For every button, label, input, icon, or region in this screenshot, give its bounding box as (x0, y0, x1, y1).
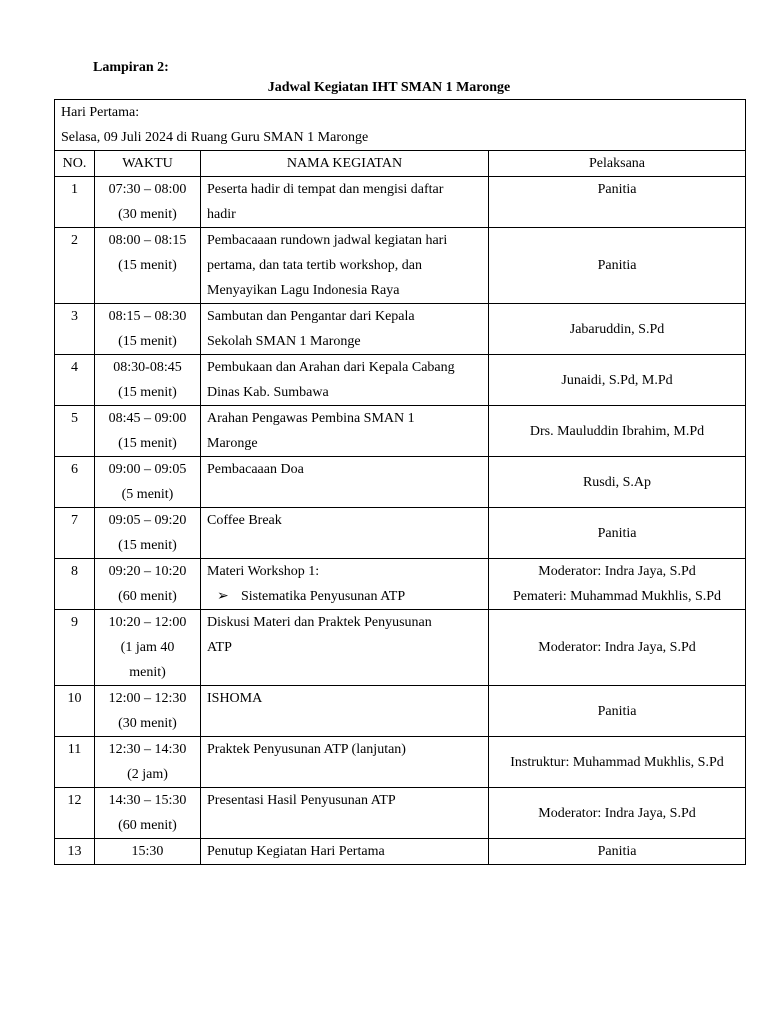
duration: (30 menit) (118, 207, 177, 222)
row-time (95, 788, 201, 839)
pelaksana-line: Moderator: Indra Jaya, S.Pd (538, 640, 696, 655)
row-time (95, 457, 201, 508)
row-time (95, 737, 201, 788)
time-range: 10:20 – 12:00 (108, 615, 187, 630)
time-range: 09:20 – 10:20 (108, 564, 187, 579)
activity-line: Materi Workshop 1: (207, 564, 320, 579)
row-time (95, 610, 201, 686)
row-activity (201, 737, 489, 788)
duration: (30 menit) (118, 716, 177, 731)
header-kegiatan: NAMA KEGIATAN (201, 151, 489, 177)
row-activity (201, 788, 489, 839)
row-activity (201, 686, 489, 737)
header-pelaksana: Pelaksana (489, 151, 746, 177)
row-pelaksana (489, 457, 746, 508)
row-number: 3 (55, 304, 95, 355)
row-time (95, 355, 201, 406)
duration: (15 menit) (118, 538, 177, 553)
table-row (55, 177, 746, 228)
activity-line: Penutup Kegiatan Hari Pertama (207, 844, 385, 859)
row-pelaksana (489, 177, 746, 228)
activity-line: Coffee Break (207, 513, 282, 528)
pelaksana-line: Moderator: Indra Jaya, S.Pd (538, 805, 696, 821)
activity-line: ATP (207, 640, 232, 655)
activity-line: Maronge (207, 436, 258, 451)
time-range: 08:15 – 08:30 (108, 309, 187, 324)
row-number: 11 (55, 737, 95, 788)
pelaksana-line: Moderator: Indra Jaya, S.Pd (538, 564, 696, 579)
row-number: 12 (55, 788, 95, 839)
pelaksana-line: Panitia (597, 703, 637, 719)
duration: (60 menit) (118, 818, 177, 833)
row-time (95, 304, 201, 355)
activity-line: Praktek Penyusunan ATP (lanjutan) (207, 742, 406, 757)
activity-line: Menyayikan Lagu Indonesia Raya (207, 283, 400, 298)
duration: (15 menit) (118, 385, 177, 400)
table-row (55, 228, 746, 304)
row-activity (201, 406, 489, 457)
pelaksana-line: Panitia (597, 525, 637, 541)
pelaksana-line: Pemateri: Muhammad Mukhlis, S.Pd (512, 589, 722, 604)
table-row (55, 355, 746, 406)
duration: (15 menit) (118, 334, 177, 349)
row-activity (201, 559, 489, 610)
bullet-text: Sistematika Penyusunan ATP (241, 589, 406, 604)
row-number: 10 (55, 686, 95, 737)
row-time (95, 508, 201, 559)
pelaksana-line: Junaidi, S.Pd, M.Pd (561, 372, 673, 388)
row-time (95, 686, 201, 737)
row-number: 1 (55, 177, 95, 228)
activity-line: Peserta hadir di tempat dan mengisi daftar (207, 182, 444, 197)
time-range: 08:45 – 09:00 (108, 411, 187, 426)
activity-line: Arahan Pengawas Pembina SMAN 1 (207, 411, 415, 426)
row-number: 9 (55, 610, 95, 686)
row-activity (201, 355, 489, 406)
row-activity (201, 610, 489, 686)
time-range: 07:30 – 08:00 (108, 182, 187, 197)
pelaksana-line: Panitia (597, 182, 637, 197)
schedule-table (54, 99, 746, 865)
activity-line: hadir (207, 207, 236, 222)
time-range: 12:00 – 12:30 (108, 691, 187, 706)
time-range: 08:00 – 08:15 (108, 233, 187, 248)
pelaksana-line: Panitia (597, 258, 637, 273)
row-pelaksana (489, 559, 746, 610)
activity-line: pertama, dan tata tertib workshop, dan (207, 258, 422, 273)
table-row (55, 788, 746, 839)
pelaksana-line: Instruktur: Muhammad Mukhlis, S.Pd (510, 754, 724, 770)
schedule-title: Jadwal Kegiatan IHT SMAN 1 Maronge (267, 80, 511, 95)
pelaksana-line: Rusdi, S.Ap (582, 474, 652, 490)
row-number: 7 (55, 508, 95, 559)
table-row (55, 508, 746, 559)
header-no: NO. (55, 151, 95, 177)
row-time (95, 559, 201, 610)
row-pelaksana (489, 610, 746, 686)
activity-line: Presentasi Hasil Penyusunan ATP (207, 793, 396, 808)
row-activity (201, 304, 489, 355)
duration: (60 menit) (118, 589, 177, 604)
row-time (95, 177, 201, 228)
activity-line: Sambutan dan Pengantar dari Kepala (207, 309, 415, 324)
time-range: 08:30-08:45 (113, 360, 182, 375)
row-pelaksana (489, 355, 746, 406)
table-row (55, 406, 746, 457)
activity-line: ISHOMA (207, 691, 263, 706)
row-number: 13 (55, 839, 95, 865)
table-row (55, 304, 746, 355)
row-activity (201, 839, 489, 865)
table-row (55, 686, 746, 737)
row-number: 4 (55, 355, 95, 406)
activity-bullet (207, 584, 482, 609)
activity-line: Pembacaaan Doa (207, 462, 304, 477)
row-time (95, 406, 201, 457)
duration: (15 menit) (118, 258, 177, 273)
duration-cont: menit) (129, 665, 166, 680)
attachment-label: Lampiran 2: (93, 60, 169, 75)
row-pelaksana (489, 788, 746, 839)
row-pelaksana (489, 839, 746, 865)
time-range: 09:00 – 09:05 (108, 462, 187, 477)
header-row (55, 151, 746, 177)
table-row (55, 737, 746, 788)
row-pelaksana (489, 406, 746, 457)
row-number: 2 (55, 228, 95, 304)
activity-line: Sekolah SMAN 1 Maronge (207, 334, 361, 349)
duration: (5 menit) (121, 487, 174, 502)
table-row (55, 610, 746, 686)
row-activity (201, 508, 489, 559)
row-pelaksana (489, 737, 746, 788)
row-activity (201, 457, 489, 508)
table-row (55, 839, 746, 865)
row-number: 5 (55, 406, 95, 457)
header-waktu: WAKTU (95, 151, 201, 177)
time-range: 09:05 – 09:20 (108, 513, 187, 528)
duration: (1 jam 40 (120, 640, 175, 655)
time-range: 12:30 – 14:30 (108, 742, 187, 757)
day-label: Hari Pertama: (61, 105, 140, 120)
time-range: 15:30 (131, 844, 164, 859)
row-activity (201, 177, 489, 228)
duration: (2 jam) (127, 767, 168, 782)
row-number: 6 (55, 457, 95, 508)
row-time (95, 839, 201, 865)
row-time (95, 228, 201, 304)
time-range: 14:30 – 15:30 (108, 793, 187, 808)
arrow-bullet-icon: ➢ (217, 589, 229, 604)
activity-line: Pembukaan dan Arahan dari Kepala Cabang (207, 360, 455, 375)
activity-line: Dinas Kab. Sumbawa (207, 385, 329, 400)
row-pelaksana (489, 508, 746, 559)
pelaksana-line: Panitia (597, 844, 637, 859)
pelaksana-line: Drs. Mauluddin Ibrahim, M.Pd (529, 423, 705, 439)
activity-line: Diskusi Materi dan Praktek Penyusunan (207, 615, 432, 630)
row-pelaksana (489, 304, 746, 355)
date-location: Selasa, 09 Juli 2024 di Ruang Guru SMAN 1 Maronge (61, 130, 369, 145)
row-pelaksana (489, 686, 746, 737)
row-number: 8 (55, 559, 95, 610)
pelaksana-line: Jabaruddin, S.Pd (569, 321, 665, 337)
activity-line: Pembacaaan rundown jadwal kegiatan hari (207, 233, 448, 248)
table-row (55, 559, 746, 610)
duration: (15 menit) (118, 436, 177, 451)
row-pelaksana (489, 228, 746, 304)
row-activity (201, 228, 489, 304)
info-row (55, 100, 746, 151)
table-row (55, 457, 746, 508)
